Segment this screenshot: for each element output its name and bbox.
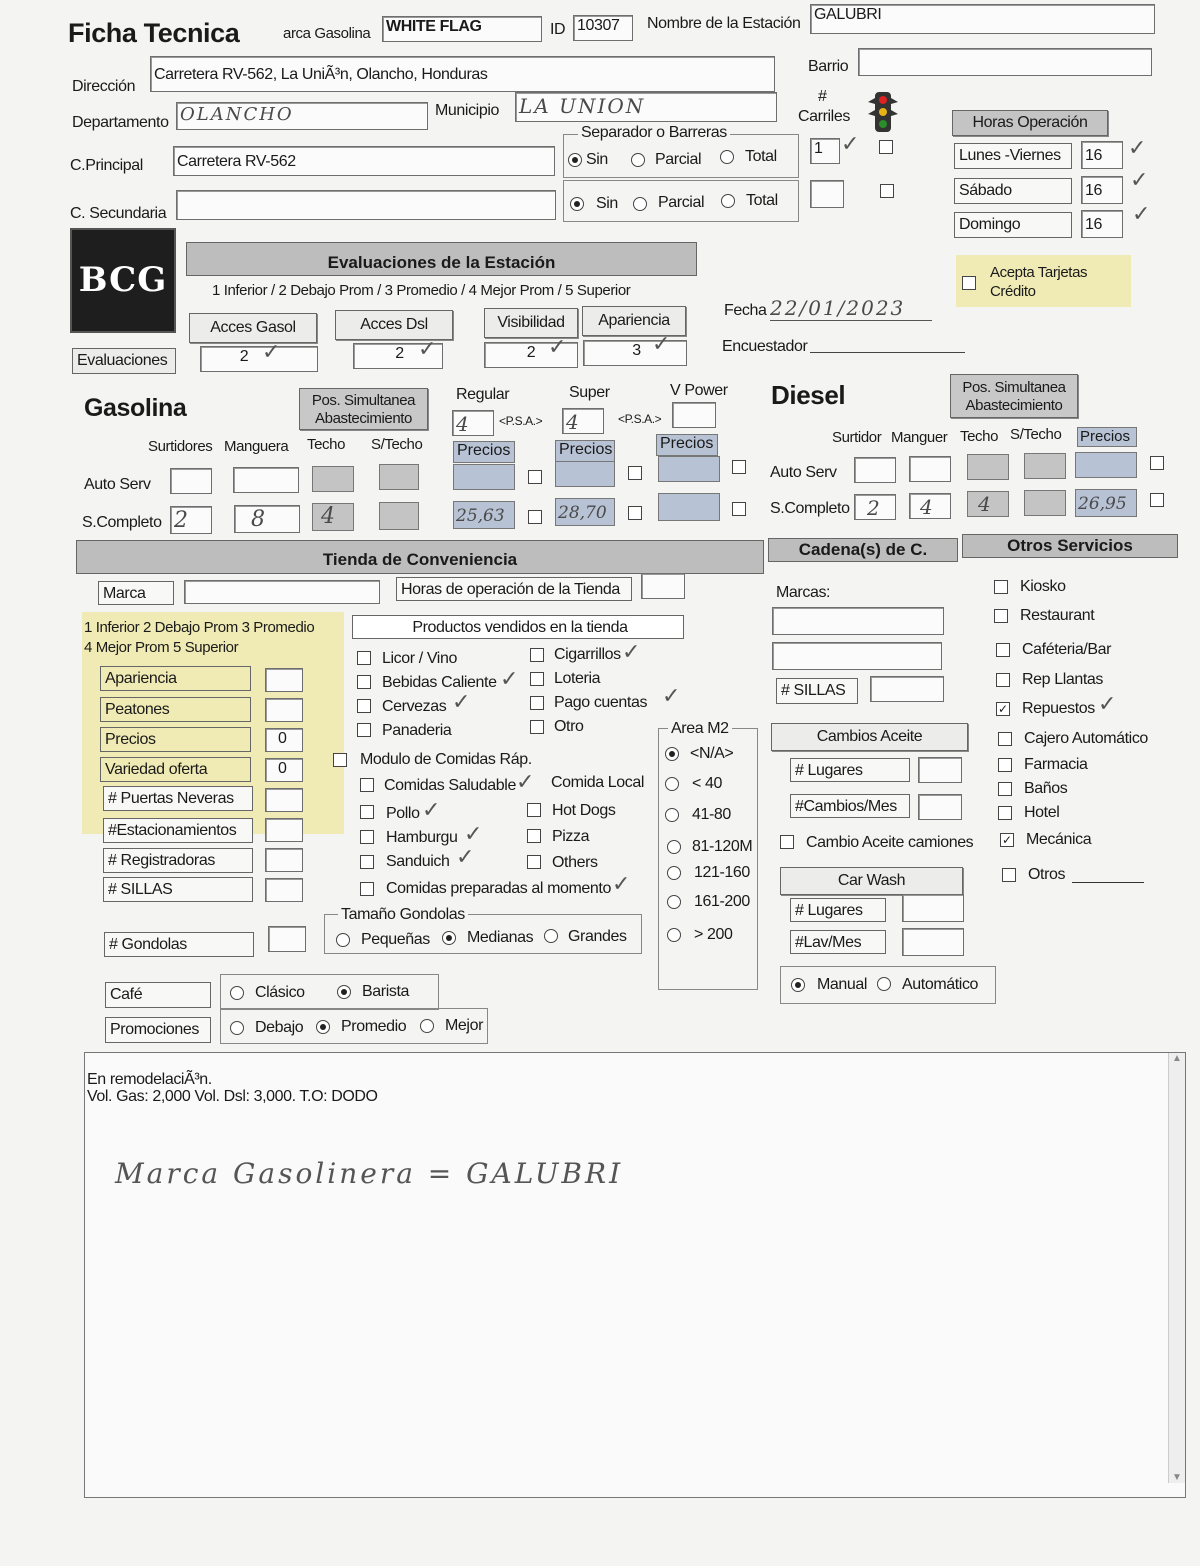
eval-acces-dsl-field[interactable]: 2 [353,343,443,369]
otros-underline-field[interactable] [1072,882,1144,883]
promo-debajo-radio[interactable] [230,1021,244,1035]
area-40-label: < 40 [692,775,722,792]
separador1-total-label: Total [745,148,777,165]
diesel-s-completo-checkbox[interactable] [1150,493,1164,507]
separador1-parcial-label: Parcial [655,151,702,168]
diesel-auto-serv-techo[interactable] [967,454,1009,480]
scroll-up-icon[interactable]: ▲ [1172,1053,1182,1064]
col-techo: Techo [307,436,346,453]
cambio-camiones-checkbox[interactable] [780,835,794,849]
horas-sabado-label: Sábado [954,178,1072,204]
car-wash-header: Car Wash [780,867,963,895]
marca-label: arca Gasolina [283,25,371,42]
notes-line-1: En remodelaciÃ³n. [87,1071,212,1088]
check-mark-icon: ✓ [262,340,281,365]
promo-debajo-label: Debajo [255,1019,304,1036]
bcg-logo [70,228,176,333]
notes-line-2: Vol. Gas: 2,000 Vol. Dsl: 3,000. T.O: DODO [87,1088,378,1105]
evaluaciones-row-label: Evaluaciones [72,348,176,374]
tienda-marca-field[interactable] [184,580,380,604]
comida-saludable-label: Comidas Saludable [384,777,516,794]
c-principal-label: C.Principal [70,157,143,174]
traffic-light-icon [866,90,900,134]
cambios-lugares-field[interactable] [918,757,962,783]
separador-title: Separador o Barreras [578,124,730,142]
otros-label-7: Baños [1024,780,1068,797]
otros-label-2: Caféteria/Bar [1022,641,1112,658]
check-mark-icon: ✓ [500,667,519,692]
area-81-120-radio[interactable] [667,840,681,854]
otros-label-5: Cajero Automático [1024,730,1148,747]
comida-local-label: Comida Local [551,774,645,791]
tarjetas-label: Acepta Tarjetas Crédito [990,264,1088,300]
prod-cigarrillos-checkbox[interactable] [530,648,544,662]
diesel-s-completo-surtidor[interactable]: 2 [854,494,896,520]
gasolina-precios-header-super: Precios [555,440,615,462]
cambios-mes-label: #Cambios/Mes [790,794,910,818]
eval-acces-gasol-label: Acces Gasol [189,313,317,343]
carriles-checkbox-1[interactable] [879,140,893,154]
cafe-clasico-label: Clásico [255,984,305,1001]
gasolina-super-label: Super [569,384,610,401]
rating-variedad-field[interactable]: 0 [265,758,303,782]
direccion-field[interactable]: Carretera RV-562, La UniÃ³n, Olancho, Honduras [150,56,775,92]
otros-checkbox-9[interactable]: ✓ [1001,833,1013,847]
check-mark-icon: ✓ [516,770,535,795]
prod-licor-checkbox[interactable] [357,651,371,665]
comida-saludable-checkbox[interactable] [360,778,374,792]
gasolina-auto-serv-label: Auto Serv [84,476,151,493]
diesel-s-completo-manguer[interactable]: 4 [909,493,951,519]
check-mark-icon: ✓ [622,640,641,665]
otros-checkbox-5[interactable] [998,732,1012,746]
otros-checkbox-6[interactable] [998,758,1012,772]
direccion-label: Dirección [72,78,136,95]
tamano-title: Tamaño Gondolas [338,906,468,924]
lavado-automatico-label: Automático [902,976,979,993]
comida-hotdogs-checkbox[interactable] [527,803,541,817]
check-mark-icon: ✓ [422,798,441,823]
separador1-parcial-radio[interactable] [631,153,645,167]
separador2-sin-radio[interactable] [570,197,584,211]
rating-apariencia-field[interactable] [265,668,303,692]
carwash-lav-mes-field[interactable] [902,928,964,956]
separador1-sin-label: Sin [586,151,608,168]
gasolina-psa-2: <P.S.A.> [618,412,662,426]
comida-sanduich-checkbox[interactable] [360,855,374,869]
prod-cigarrillos-label: Cigarrillos [554,646,621,663]
diesel-auto-serv-stecho[interactable] [1024,453,1066,479]
carriles-label: Carriles [798,108,850,125]
check-mark-icon: ✓ [1132,202,1151,227]
area-41-80-radio[interactable] [665,808,679,822]
separador1-total-radio[interactable] [720,150,734,164]
gasolina-vpower-label: V Power [670,382,728,399]
eval-acces-gasol-field[interactable]: 2 [200,346,318,372]
auto-serv-super-checkbox[interactable] [628,466,642,480]
diesel-s-completo-stecho[interactable] [1024,490,1066,516]
tamano-grandes-radio[interactable] [544,929,558,943]
count-puertas-label: # Puertas Neveras [103,786,253,811]
rating-peatones-label: Peatones [100,697,251,722]
eval-visibilidad-field[interactable]: 2 [484,342,578,368]
auto-serv-precio-super[interactable] [555,461,615,487]
promo-promedio-label: Promedio [341,1018,407,1035]
departamento-label: Departamento [72,114,169,131]
barrio-field[interactable] [858,48,1152,76]
comida-pizza-label: Pizza [552,828,590,845]
horas-sabado-field[interactable]: 16 [1081,176,1123,204]
separador2-parcial-radio[interactable] [633,197,647,211]
marca-field[interactable]: WHITE FLAG [382,16,542,42]
rating-variedad-label: Variedad oferta [100,757,251,782]
prod-panaderia-checkbox[interactable] [357,723,371,737]
gasolina-psa-1: <P.S.A.> [499,414,543,428]
c-secundaria-label: C. Secundaria [70,205,167,222]
otros-checkbox-8[interactable] [998,806,1012,820]
fecha-label: Fecha [724,302,767,319]
diesel-auto-serv-checkbox[interactable] [1150,456,1164,470]
diesel-auto-serv-label: Auto Serv [770,464,837,481]
tienda-horas-field[interactable] [641,573,685,599]
auto-serv-manguera[interactable] [233,467,299,493]
gasolina-title: Gasolina [84,394,187,422]
lavado-manual-radio[interactable] [791,978,805,992]
area-group [658,728,758,990]
check-mark-icon: ✓ [652,332,671,357]
evaluaciones-header: Evaluaciones de la Estación [186,242,697,276]
check-mark-icon: ✓ [452,690,471,715]
gasolina-pos-simultanea: Pos. Simultanea Abastecimiento [299,388,428,430]
check-mark-icon: ✓ [841,132,860,157]
otros-label-8: Hotel [1024,804,1060,821]
horas-domingo-label: Domingo [954,212,1072,238]
tamano-medianas-radio[interactable] [442,931,456,945]
c-secundaria-field[interactable] [176,190,556,220]
tienda-scale-2: 4 Mejor Prom 5 Superior [84,639,239,656]
encuestador-label: Encuestador [722,338,808,355]
gasolina-super-field[interactable]: 4 [562,408,604,434]
check-mark-icon: ✓ [418,337,437,362]
tamano-grandes-label: Grandes [568,928,627,945]
id-label: ID [550,21,566,38]
s-completo-precio-regular[interactable]: 25,63 [453,501,515,529]
gondolas-field[interactable] [268,926,306,952]
prod-pago-cuentas-checkbox[interactable] [530,696,544,710]
carwash-lugares-label: # Lugares [790,898,886,922]
count-registradoras-label: # Registradoras [103,848,253,873]
evaluaciones-scale: 1 Inferior / 2 Debajo Prom / 3 Promedio / 4 Mejor Prom / 5 Superior [212,282,631,299]
prod-pago-cuentas-label: Pago cuentas [554,694,648,711]
carriles-hash: # [818,88,827,105]
auto-serv-precio-regular[interactable] [453,464,515,490]
check-mark-icon: ✓ [1128,136,1147,161]
diesel-auto-serv-manguer[interactable] [909,456,951,482]
auto-serv-regular-checkbox[interactable] [528,470,542,484]
cafe-clasico-radio[interactable] [230,986,244,1000]
check-mark-icon: ✓ [1098,692,1117,717]
diesel-col-techo: Techo [960,428,999,445]
otros-label-6: Farmacia [1024,756,1088,773]
otros-label-9: Mecánica [1026,831,1092,848]
check-mark-icon: ✓ [662,684,681,709]
check-mark-icon: ✓ [612,872,631,897]
prod-otro-label: Otro [554,718,584,735]
count-registradoras-field[interactable] [265,848,303,872]
horas-domingo-field[interactable]: 16 [1081,210,1123,238]
notes-handwritten: Marca Gasolinera = GALUBRI [115,1157,624,1190]
municipio-field[interactable]: LA UNION [515,92,777,122]
modulo-comidas-checkbox[interactable] [333,753,347,767]
otros-servicios-header: Otros Servicios [962,534,1178,558]
count-estacionamientos-label: #Estacionamientos [103,818,253,843]
comida-preparadas-label: Comidas preparadas al momento [386,880,611,897]
check-mark-icon: ✓ [464,822,483,847]
barrio-label: Barrio [808,58,849,75]
separador2-sin-label: Sin [596,195,618,212]
cambios-mes-field[interactable] [918,794,962,820]
area-121-160-radio[interactable] [667,866,681,880]
check-mark-icon: ✓ [1130,168,1149,193]
tienda-scale-1: 1 Inferior 2 Debajo Prom 3 Promedio [84,619,315,636]
prod-licor-label: Licor / Vino [382,650,457,667]
carriles-checkbox-2[interactable] [880,184,894,198]
count-sillas-field[interactable] [265,878,303,902]
s-completo-stecho[interactable] [379,502,419,530]
otros-checkbox-0[interactable] [994,580,1008,594]
prod-bebidas-label: Bebidas Caliente [382,674,497,691]
comida-pizza-checkbox[interactable] [527,829,541,843]
carriles-field-1[interactable]: 1 [810,138,840,164]
rating-peatones-field[interactable] [265,698,303,722]
rating-precios-label: Precios [100,727,251,752]
notes-scrollbar[interactable] [1168,1053,1185,1483]
gasolina-s-completo-label: S.Completo [82,514,162,531]
departamento-field[interactable]: OLANCHO [176,102,428,130]
diesel-col-stecho: S/Techo [1010,426,1062,443]
gasolina-regular-label: Regular [456,386,510,403]
area-40-radio[interactable] [665,777,679,791]
area-na-radio[interactable] [665,747,679,761]
eval-acces-dsl-label: Acces Dsl [335,310,453,340]
count-puertas-field[interactable] [265,788,303,812]
form-title: Ficha Tecnica [68,18,240,48]
tamano-pequenas-label: Pequeñas [361,931,430,948]
tienda-horas-label: Horas de operación de la Tienda [396,577,632,601]
gasolina-precios-header-regular: Precios [453,441,515,463]
comida-pollo-checkbox[interactable] [360,805,374,819]
comida-others-label: Others [552,854,598,871]
eval-apariencia-label: Apariencia [582,306,686,336]
prod-panaderia-label: Panaderia [382,722,452,739]
comida-pollo-label: Pollo [386,805,420,822]
check-mark-icon: ✓ [548,335,567,360]
s-completo-surtidores[interactable]: 2 [170,506,212,534]
municipio-label: Municipio [435,102,499,119]
promo-promedio-radio[interactable] [316,1020,330,1034]
promociones-label: Promociones [105,1017,211,1043]
gasolina-regular-field[interactable]: 4 [452,410,494,436]
gondolas-label: # Gondolas [104,932,254,957]
otros-label-0: Kiosko [1020,578,1066,595]
horas-lunes-field[interactable]: 16 [1081,141,1123,169]
area-na-label: <N/A> [690,745,734,762]
nombre-label: Nombre de la Estación [647,15,801,32]
rating-precios-field[interactable]: 0 [265,728,303,752]
eval-visibilidad-label: Visibilidad [484,308,578,338]
cadena-marcas-label: Marcas: [776,584,831,601]
diesel-pos-simultanea: Pos. Simultanea Abastecimiento [950,374,1078,418]
s-completo-super-checkbox[interactable] [628,506,642,520]
modulo-comidas-label: Modulo de Comidas Ráp. [360,751,532,768]
s-completo-manguera[interactable]: 8 [234,505,300,533]
cafe-barista-label: Barista [362,983,409,1000]
separador2-total-radio[interactable] [721,194,735,208]
area-161-200-radio[interactable] [667,895,681,909]
lavado-manual-label: Manual [817,976,868,993]
notes-textarea[interactable] [84,1052,1186,1498]
cafe-barista-radio[interactable] [337,985,351,999]
comida-others-checkbox[interactable] [527,855,541,869]
otros-checkbox-10[interactable] [1002,868,1016,882]
cadena-marcas-field-2[interactable] [772,642,942,670]
prod-cervezas-label: Cervezas [382,698,447,715]
comida-hamburgu-checkbox[interactable] [360,830,374,844]
nombre-field[interactable]: GALUBRI [810,4,1155,34]
diesel-s-completo-techo[interactable]: 4 [967,491,1009,517]
bcg-logo-text: BCG [78,260,168,300]
comida-preparadas-checkbox[interactable] [360,882,374,896]
s-completo-techo[interactable]: 4 [312,503,354,531]
diesel-col-manguer: Manguer [891,429,948,446]
otros-label-10: Otros [1028,866,1066,883]
fecha-field[interactable]: 22/01/2023 [770,296,932,321]
otros-label-4: Repuestos [1022,700,1095,717]
area-200-label: > 200 [694,926,733,943]
s-completo-precio-vpower[interactable] [658,493,720,521]
otros-checkbox-1[interactable] [994,609,1008,623]
col-manguera: Manguera [224,438,289,455]
cadena-sillas-label: # SILLAS [776,678,858,704]
s-completo-regular-checkbox[interactable] [528,510,542,524]
carwash-lav-mes-label: #Lav/Mes [790,930,886,954]
comida-hotdogs-label: Hot Dogs [552,802,616,819]
otros-checkbox-4[interactable]: ✓ [997,702,1009,716]
area-title: Area M2 [668,720,732,738]
otros-label-3: Rep Llantas [1022,671,1103,688]
cambios-lugares-label: # Lugares [790,758,910,782]
diesel-s-completo-precio[interactable]: 26,95 [1075,489,1137,517]
horas-operacion-header: Horas Operación [952,110,1108,136]
diesel-col-surtidor: Surtidor [832,429,882,446]
prod-bebidas-checkbox[interactable] [357,675,371,689]
scroll-down-icon[interactable]: ▼ [1172,1472,1182,1483]
promo-mejor-radio[interactable] [420,1019,434,1033]
tienda-header: Tienda de Conveniencia [76,540,764,574]
diesel-precios-header: Precios [1077,427,1137,447]
prod-otro-checkbox[interactable] [530,720,544,734]
diesel-auto-serv-surtidor[interactable] [854,457,896,483]
otros-checkbox-2[interactable] [996,643,1010,657]
auto-serv-vpower-checkbox[interactable] [732,460,746,474]
area-41-80-label: 41-80 [692,806,731,823]
area-200-radio[interactable] [667,928,681,942]
auto-serv-precio-vpower[interactable] [658,456,720,482]
cadena-sillas-field[interactable] [870,676,944,702]
count-sillas-label: # SILLAS [103,877,253,902]
productos-header: Productos vendidos en la tienda [352,615,684,639]
check-mark-icon: ✓ [456,845,475,870]
otros-label-1: Restaurant [1020,607,1095,624]
area-121-160-label: 121-160 [694,864,750,881]
col-stecho: S/Techo [371,436,423,453]
comida-hamburgu-label: Hamburgu [386,829,458,846]
cambios-aceite-header: Cambios Aceite [771,723,968,751]
c-principal-field[interactable]: Carretera RV-562 [173,146,555,176]
prod-loteria-label: Loteria [554,670,601,687]
prod-cervezas-checkbox[interactable] [357,699,371,713]
tamano-pequenas-radio[interactable] [336,933,350,947]
gasolina-precios-header-vpower: Precios [656,434,718,456]
diesel-auto-serv-precio[interactable] [1075,452,1137,478]
lavado-automatico-radio[interactable] [877,977,891,991]
cadena-marcas-field-1[interactable] [772,607,944,635]
carwash-lugares-field[interactable] [902,894,964,922]
cafe-label: Café [105,982,211,1008]
horas-lunes-label: Lunes -Viernes [954,143,1072,169]
eval-apariencia-field[interactable]: 3 [583,340,687,366]
id-field[interactable]: 10307 [573,15,633,41]
auto-serv-stecho[interactable] [379,464,419,490]
otros-checkbox-3[interactable] [996,673,1010,687]
separador2-total-label: Total [746,192,778,209]
comida-sanduich-label: Sanduich [386,853,450,870]
gasolina-vpower-field[interactable] [672,402,716,428]
rating-apariencia-label: Apariencia [100,666,251,691]
separador1-sin-radio[interactable] [568,153,582,167]
auto-serv-techo[interactable] [312,466,354,492]
tarjetas-checkbox[interactable] [962,276,976,290]
prod-loteria-checkbox[interactable] [530,672,544,686]
separador2-parcial-label: Parcial [658,194,705,211]
cadena-header: Cadena(s) de C. [768,538,958,562]
cambio-camiones-label: Cambio Aceite camiones [806,834,974,851]
area-81-120-label: 81-120M [692,838,753,855]
tienda-marca-label: Marca [98,581,174,605]
s-completo-vpower-checkbox[interactable] [732,502,746,516]
promo-mejor-label: Mejor [445,1017,484,1034]
count-estacionamientos-field[interactable] [265,818,303,842]
col-surtidores: Surtidores [148,438,213,455]
area-161-200-label: 161-200 [694,893,750,910]
carriles-field-2[interactable] [810,180,844,208]
diesel-title: Diesel [771,380,846,410]
s-completo-precio-super[interactable]: 28,70 [555,498,615,526]
tamano-medianas-label: Medianas [467,929,534,946]
encuestador-field[interactable] [810,352,965,353]
diesel-s-completo-label: S.Completo [770,500,850,517]
auto-serv-surtidores[interactable] [170,468,212,494]
otros-checkbox-7[interactable] [998,782,1012,796]
